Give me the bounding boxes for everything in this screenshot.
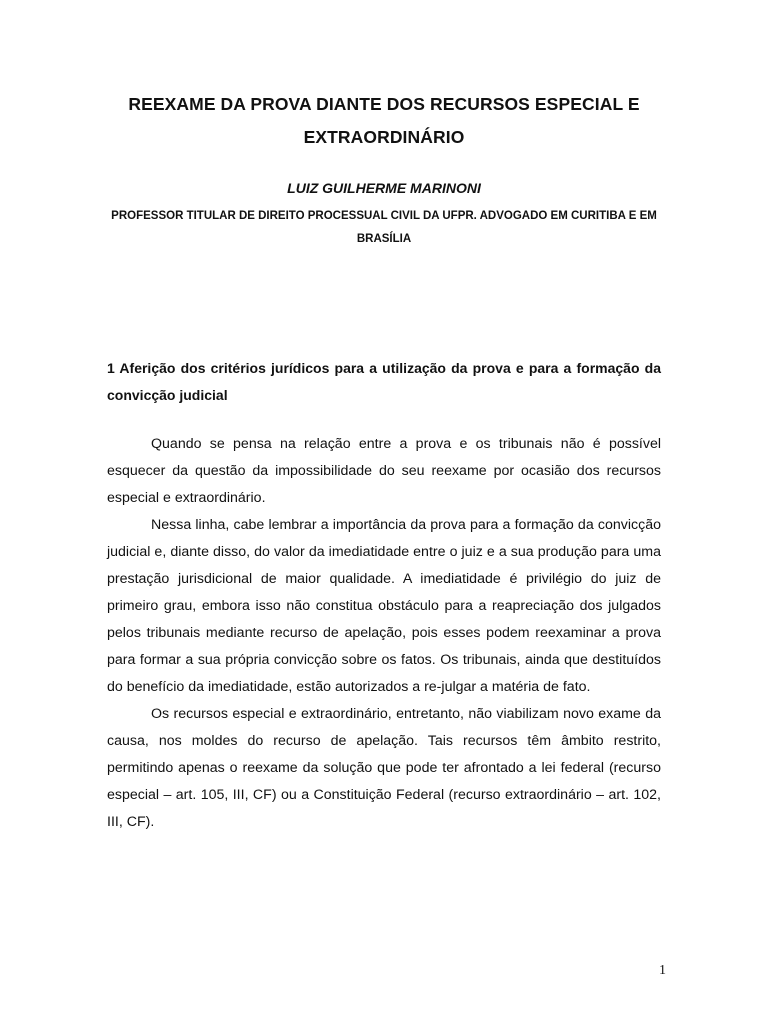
author-affiliation: PROFESSOR TITULAR DE DIREITO PROCESSUAL CIVIL DA UFPR. ADVOGADO EM CURITIBA E EM BRASÍLIA — [111, 210, 657, 245]
page-number: 1 — [659, 963, 666, 978]
body-text — [107, 431, 661, 836]
paragraph: Quando se pensa na relação entre a prova e os tribunais não é possível esquecer da questão da impossibilidade do seu reexame por ocasião dos recursos especial e extraordinário. — [107, 436, 661, 506]
section-heading: 1 Aferição dos critérios jurídicos para a utilização da prova e para a formação da convicção judicial — [107, 360, 661, 403]
paragraph: Nessa linha, cabe lembrar a importância da prova para a formação da convicção judicial e, diante disso, do valor da imediatidade entre o juiz e a sua produção para uma prestação jurisdicional de maior qualidade. A imediatidade é privilégio do juiz de primeiro grau, embora isso não constitua obstáculo para a reapreciação dos julgados pelos tribunais mediante recurso de apelação, pois esses podem reexaminar a prova para formar a sua própria convicção sobre os fatos. Os tribunais, ainda que destituídos do benefício da imediatidade, estão autorizados a re-julgar a matéria de fato. — [107, 517, 661, 695]
document-title: REEXAME DA PROVA DIANTE DOS RECURSOS ESPECIAL E EXTRAORDINÁRIO — [128, 94, 640, 147]
author-name: LUIZ GUILHERME MARINONI — [287, 180, 481, 196]
paragraph: Os recursos especial e extraordinário, entretanto, não viabilizam novo exame da causa, nos moldes do recurso de apelação. Tais recursos têm âmbito restrito, permitindo apenas o reexame da solução que pode ter afrontado a lei federal (recurso especial – art. 105, III, CF) ou a Constituição Federal (recurso extraordinário – art. 102, III, CF). — [107, 706, 661, 830]
